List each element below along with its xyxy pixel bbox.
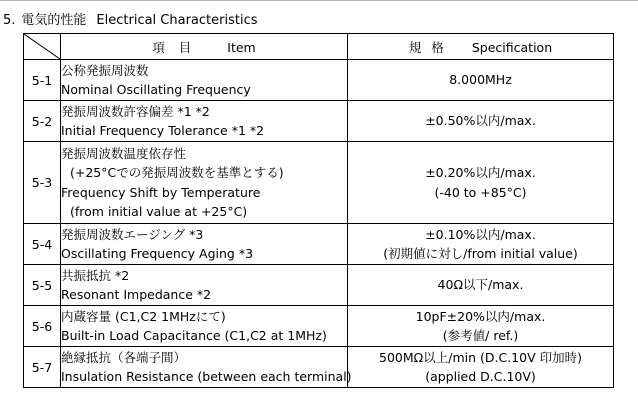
spec-value: 40Ω以下/max. [437, 277, 524, 293]
header-specification [348, 34, 614, 60]
spec-cell [348, 347, 614, 388]
spec-cell [348, 224, 614, 265]
table-row [24, 142, 614, 224]
item-cell [61, 265, 348, 306]
item-name-ja: 共振抵抗 *2 [61, 267, 130, 283]
item-name-en: Frequency Shift by Temperature [61, 184, 261, 200]
row-number: 5-6 [24, 306, 61, 347]
item-name-ja: 内蔵容量 (C1,C2 1MHzにて) [61, 308, 226, 324]
item-name-ja: 発振周波数エージング *3 [61, 226, 204, 242]
top-rule [0, 0, 638, 1]
item-name-en: Initial Frequency Tolerance *1 *2 [61, 123, 265, 138]
spec-cell [348, 265, 614, 306]
table-row [24, 101, 614, 142]
item-cell [61, 224, 348, 265]
section-heading [3, 13, 258, 29]
item-name-ja: 絶縁抵抗（各端子間） [61, 349, 187, 365]
table-row [24, 224, 614, 265]
item-cell [61, 60, 348, 101]
spec-condition: (初期値に対し/from initial value) [383, 246, 578, 261]
table-row [24, 60, 614, 101]
spec-cell [348, 306, 614, 347]
spec-cell [348, 101, 614, 142]
row-number: 5-4 [24, 224, 61, 265]
header-item-ja: 項目 [152, 39, 206, 55]
spec-condition: (applied D.C.10V) [425, 369, 536, 384]
item-name-ja: 公称発振周波数 [61, 62, 149, 78]
spec-value: ±0.10%以内/max. [425, 226, 536, 242]
table-row [24, 347, 614, 388]
header-item-en: Item [227, 39, 256, 55]
item-note-ja: (+25°Cでの発振周波数を基準とする) [70, 165, 284, 180]
spec-cell [348, 60, 614, 101]
header-corner-cell [24, 34, 61, 60]
item-cell [61, 347, 352, 388]
header-item [61, 34, 348, 60]
item-name-ja: 発振周波数温度依存性 [61, 145, 187, 161]
item-cell [61, 306, 348, 347]
spec-cell [348, 142, 614, 224]
row-number: 5-5 [24, 265, 61, 306]
item-name-ja: 発振周波数許容偏差 *1 *2 [61, 103, 210, 119]
table-row [24, 265, 614, 306]
spec-value: 8.000MHz [449, 72, 512, 88]
spec-value: 10pF±20%以内/max. [415, 308, 546, 324]
section-number: 5. [3, 13, 16, 28]
spec-value: ±0.50%以内/max. [425, 113, 536, 129]
spec-condition: (-40 to +85°C) [434, 184, 527, 200]
row-number: 5-2 [24, 101, 61, 142]
item-note-en: (from initial value at +25°C) [70, 204, 248, 219]
item-name-en: Nominal Oscillating Frequency [61, 82, 251, 97]
header-row [24, 34, 614, 60]
table-row [24, 306, 614, 347]
row-number: 5-7 [24, 347, 61, 388]
item-name-en: Insulation Resistance (between each terminal) [61, 369, 352, 384]
section-title-en: Electrical Characteristics [96, 13, 258, 28]
diagonal-line [24, 34, 60, 59]
item-name-en: Oscillating Frequency Aging *3 [61, 246, 254, 261]
row-number: 5-1 [24, 60, 61, 101]
row-number: 5-3 [24, 142, 61, 224]
item-name-en: Built-in Load Capacitance (C1,C2 at 1MHz) [61, 328, 327, 343]
spec-value: 500MΩ以上/min (D.C.10V 印加時) [379, 349, 582, 365]
item-cell [61, 101, 348, 142]
item-name-en: Resonant Impedance *2 [61, 287, 212, 302]
header-spec-en: Specification [471, 39, 553, 55]
item-cell [61, 142, 348, 224]
spec-condition: (参考値/ ref.) [442, 328, 519, 343]
header-spec-ja: 規格 [408, 39, 454, 55]
electrical-characteristics-table [23, 33, 614, 388]
spec-value: ±0.20%以内/max. [425, 165, 536, 180]
section-title-ja: 電気的性能 [21, 13, 87, 28]
